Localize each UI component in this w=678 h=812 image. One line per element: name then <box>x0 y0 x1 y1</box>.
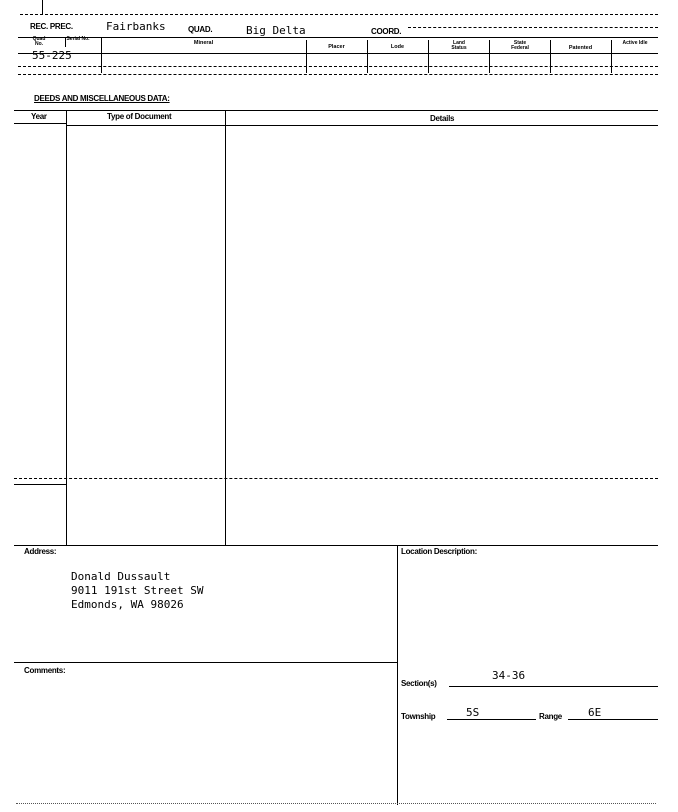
quad-value: Big Delta <box>246 24 306 37</box>
column-active-idle-text: Active Idle <box>622 40 648 46</box>
column-placer: Placer <box>328 44 345 50</box>
bottom-scan-edge <box>16 803 656 804</box>
col-divider-6 <box>489 40 490 73</box>
deeds-divider-type <box>225 110 226 545</box>
township-underline <box>447 719 536 720</box>
column-header-top-line <box>18 37 658 38</box>
township-value: 5S <box>466 706 480 719</box>
col-divider-8 <box>611 40 612 73</box>
address-line-1: Donald Dussault <box>71 570 171 583</box>
column-serial-no <box>66 37 90 42</box>
coord-label: COORD. <box>371 27 402 36</box>
deeds-col-details: Details <box>430 114 455 123</box>
column-active-idle <box>622 41 648 46</box>
column-quad-no <box>28 37 50 47</box>
deeds-header-bottom-line <box>66 125 658 126</box>
comments-label: Comments: <box>24 666 66 675</box>
deeds-table-top-line <box>14 110 658 111</box>
column-land-status-text: Land Status <box>451 40 467 51</box>
column-state-federal <box>505 41 535 51</box>
column-lode: Lode <box>390 44 405 50</box>
deeds-separator-line <box>14 484 66 485</box>
range-value: 6E <box>588 706 602 719</box>
section-underline <box>449 686 658 687</box>
deeds-col-year: Year <box>31 112 47 121</box>
column-header-bottom-line <box>18 53 658 54</box>
column-serial-no-text: Serial No. <box>66 36 90 42</box>
address-line-2: 9011 191st Street SW <box>71 584 204 597</box>
address-label: Address: <box>24 547 57 556</box>
deeds-section-title: DEEDS AND MISCELLANEOUS DATA: <box>34 94 170 103</box>
col-divider-5 <box>428 40 429 73</box>
rec-prec-label: REC. PREC. <box>30 22 73 31</box>
header-dashed-line <box>408 27 658 28</box>
range-label: Range <box>539 712 562 721</box>
column-patented: Patented <box>568 45 593 51</box>
column-quad-no-text: Quad No. <box>32 36 46 47</box>
section-label: Section(s) <box>401 679 437 688</box>
record-row-dashed-line-2 <box>18 74 658 75</box>
comments-top-line <box>14 662 397 663</box>
deeds-divider-year <box>66 110 67 545</box>
column-state-federal-text: State Federal <box>511 40 529 51</box>
location-description-label: Location Description: <box>401 547 477 556</box>
address-line-3: Edmonds, WA 98026 <box>71 598 184 611</box>
range-underline <box>568 719 658 720</box>
lower-section-divider <box>397 545 398 805</box>
deeds-dashed-separator <box>14 478 658 479</box>
lower-section-top-line <box>14 545 658 546</box>
quad-label: QUAD. <box>188 25 213 34</box>
deeds-col-type: Type of Document <box>107 112 172 121</box>
deeds-year-header-underline <box>14 123 66 124</box>
rec-prec-value: Fairbanks <box>106 20 166 33</box>
top-border-dashed <box>20 14 658 15</box>
township-label: Township <box>401 712 436 721</box>
section-value: 34-36 <box>492 669 526 682</box>
top-tick-mark <box>42 0 43 14</box>
record-row-dashed-line-1 <box>18 66 658 67</box>
quad-no-value: 55-225 <box>32 49 72 62</box>
column-mineral: Mineral <box>193 40 214 46</box>
column-land-status <box>445 41 473 51</box>
